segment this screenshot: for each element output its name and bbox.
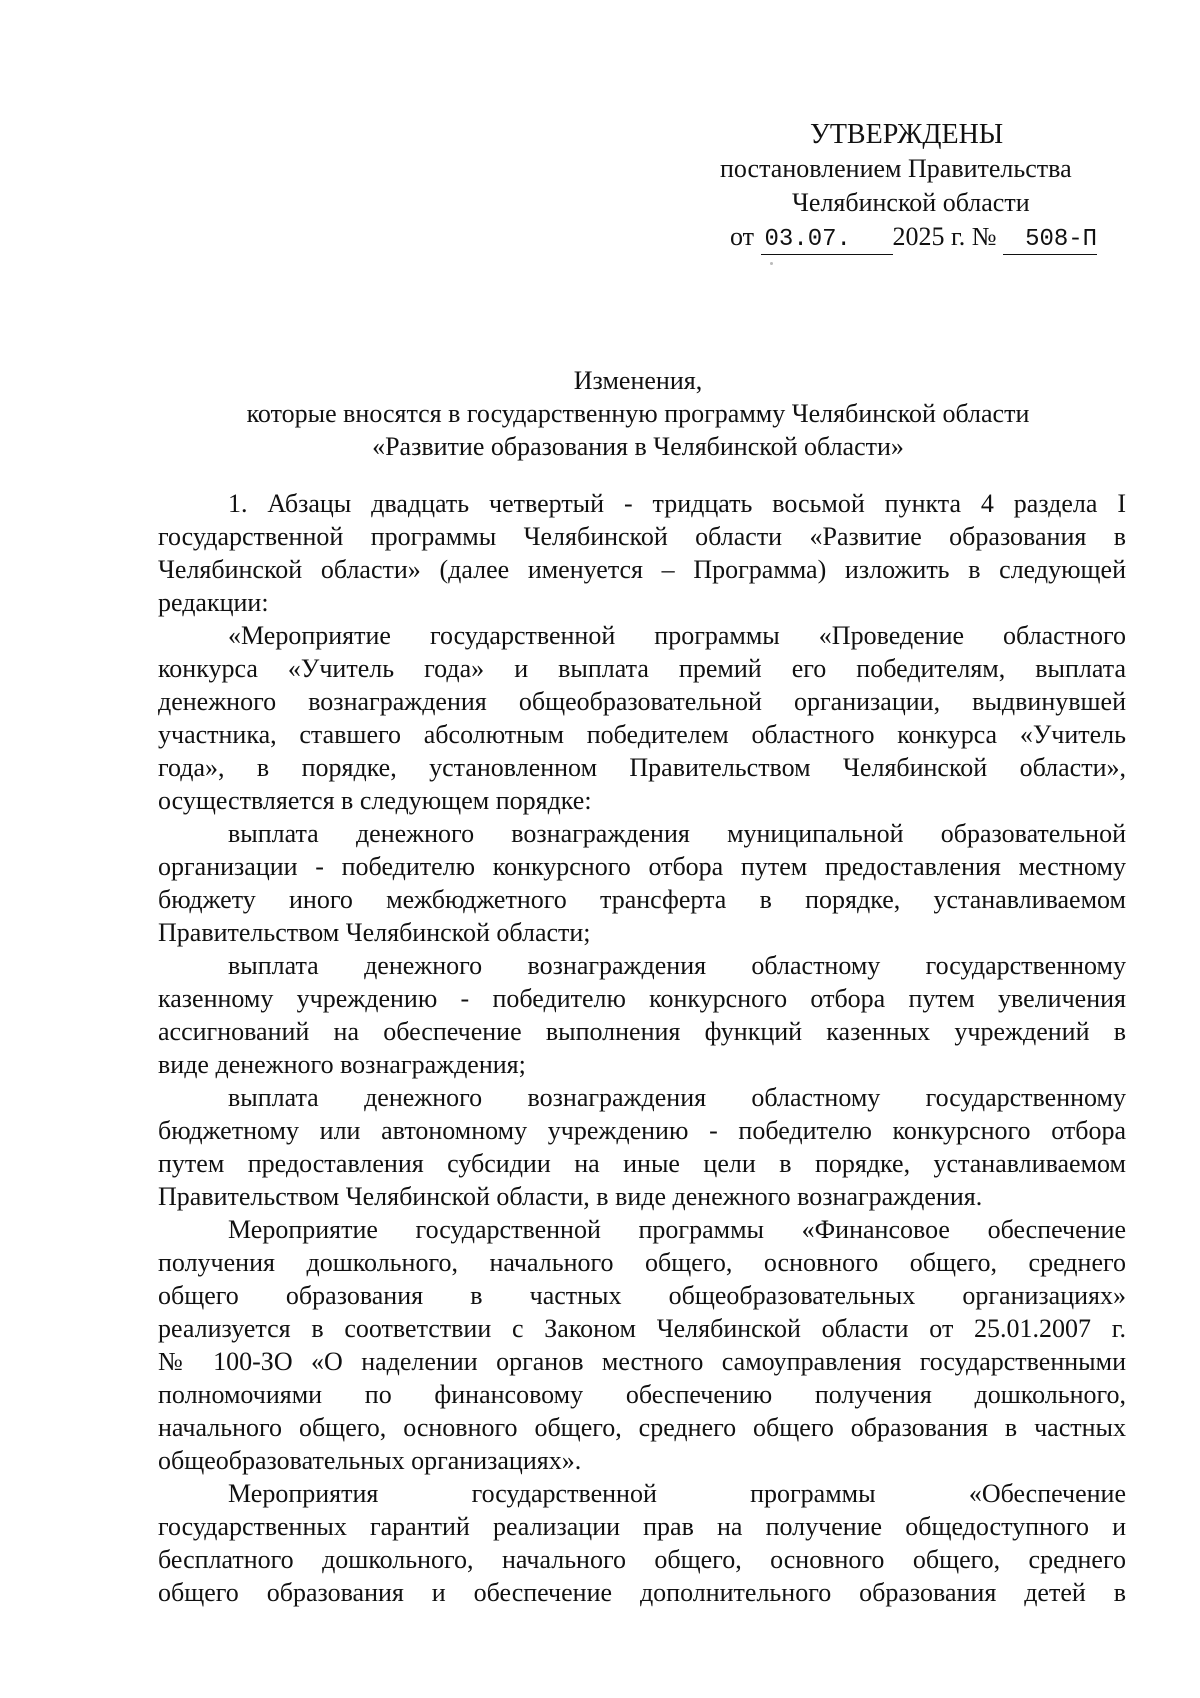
body-line: № 100-ЗО «О наделении органов местного самоуправления государственными bbox=[158, 1347, 1126, 1376]
body-line: общего образования и обеспечение дополнительного образования детей в bbox=[158, 1578, 1126, 1607]
body-line: редакции: bbox=[158, 588, 269, 617]
body-line: Челябинской области» (далее именуется – Программа) изложить в следующей bbox=[158, 555, 1126, 584]
body-line: Мероприятия государственной программы «Обеспечение bbox=[228, 1479, 1126, 1508]
body-line: денежного вознаграждения общеобразовательной организации, выдвинувшей bbox=[158, 687, 1126, 716]
body-line: полномочиями по финансовому обеспечению получения дошкольного, bbox=[158, 1380, 1126, 1409]
date-value: 03.07. bbox=[761, 226, 893, 255]
body-line: казенному учреждению - победителю конкурсного отбора путем увеличения bbox=[158, 984, 1126, 1013]
date-year: 2025 г. № bbox=[892, 222, 997, 251]
body-line: выплата денежного вознаграждения муниципальной образовательной bbox=[228, 819, 1126, 848]
document-body bbox=[158, 487, 1126, 1609]
body-line: 1. Абзацы двадцать четвертый - тридцать восьмой пункта 4 раздела I bbox=[228, 489, 1126, 518]
approval-stamp bbox=[700, 118, 1130, 255]
title-line-1: Изменения, bbox=[573, 366, 703, 395]
body-line: организации - победителю конкурсного отбора путем предоставления местному bbox=[158, 852, 1126, 881]
body-line: участника, ставшего абсолютным победителем областного конкурса «Учитель bbox=[158, 720, 1126, 749]
body-line: ассигнований на обеспечение выполнения функций казенных учреждений в bbox=[158, 1017, 1126, 1046]
body-line: выплата денежного вознаграждения областному государственному bbox=[228, 951, 1126, 980]
body-line: выплата денежного вознаграждения областному государственному bbox=[228, 1083, 1126, 1112]
body-line: путем предоставления субсидии на иные цели в порядке, устанавливаемом bbox=[158, 1149, 1126, 1178]
body-line: бюджету иного межбюджетного трансферта в порядке, устанавливаемом bbox=[158, 885, 1126, 914]
decree-number: 508-П bbox=[1003, 226, 1097, 255]
title-line-2: которые вносятся в государственную программу Челябинской области bbox=[246, 399, 1030, 428]
body-line: Мероприятие государственной программы «Финансовое обеспечение bbox=[228, 1215, 1126, 1244]
body-line: государственных гарантий реализации прав на получение общедоступного и bbox=[158, 1512, 1126, 1541]
approval-authority: постановлением Правительства bbox=[720, 154, 1072, 183]
body-line: «Мероприятие государственной программы «Проведение областного bbox=[228, 621, 1126, 650]
date-prefix: от bbox=[730, 222, 755, 251]
approval-heading: УТВЕРЖДЕНЫ bbox=[810, 119, 1004, 150]
body-line: Правительством Челябинской области, в виде денежного вознаграждения. bbox=[158, 1182, 983, 1211]
body-line: общеобразовательных организациях». bbox=[158, 1446, 582, 1475]
title-line-3: «Развитие образования в Челябинской области» bbox=[372, 432, 904, 461]
body-line: конкурса «Учитель года» и выплата премий его победителям, выплата bbox=[158, 654, 1126, 683]
body-line: года», в порядке, установленном Правительством Челябинской области», bbox=[158, 753, 1126, 782]
body-line: государственной программы Челябинской области «Развитие образования в bbox=[158, 522, 1126, 551]
approval-region: Челябинской области bbox=[792, 188, 1030, 217]
body-line: бесплатного дошкольного, начального общего, основного общего, среднего bbox=[158, 1545, 1126, 1574]
document-title bbox=[155, 364, 1121, 463]
body-line: виде денежного вознаграждения; bbox=[158, 1050, 526, 1079]
body-line: реализуется в соответствии с Законом Челябинской области от 25.01.2007 г. bbox=[158, 1314, 1126, 1343]
body-line: начального общего, основного общего, среднего общего образования в частных bbox=[158, 1413, 1126, 1442]
body-line: осуществляется в следующем порядке: bbox=[158, 786, 592, 815]
body-line: получения дошкольного, начального общего, основного общего, среднего bbox=[158, 1248, 1126, 1277]
body-line: общего образования в частных общеобразовательных организациях» bbox=[158, 1281, 1126, 1310]
body-line: бюджетному или автономному учреждению - победителю конкурсного отбора bbox=[158, 1116, 1126, 1145]
scan-speck bbox=[770, 262, 773, 265]
approval-date-line bbox=[700, 220, 1130, 255]
body-line: Правительством Челябинской области; bbox=[158, 918, 591, 947]
